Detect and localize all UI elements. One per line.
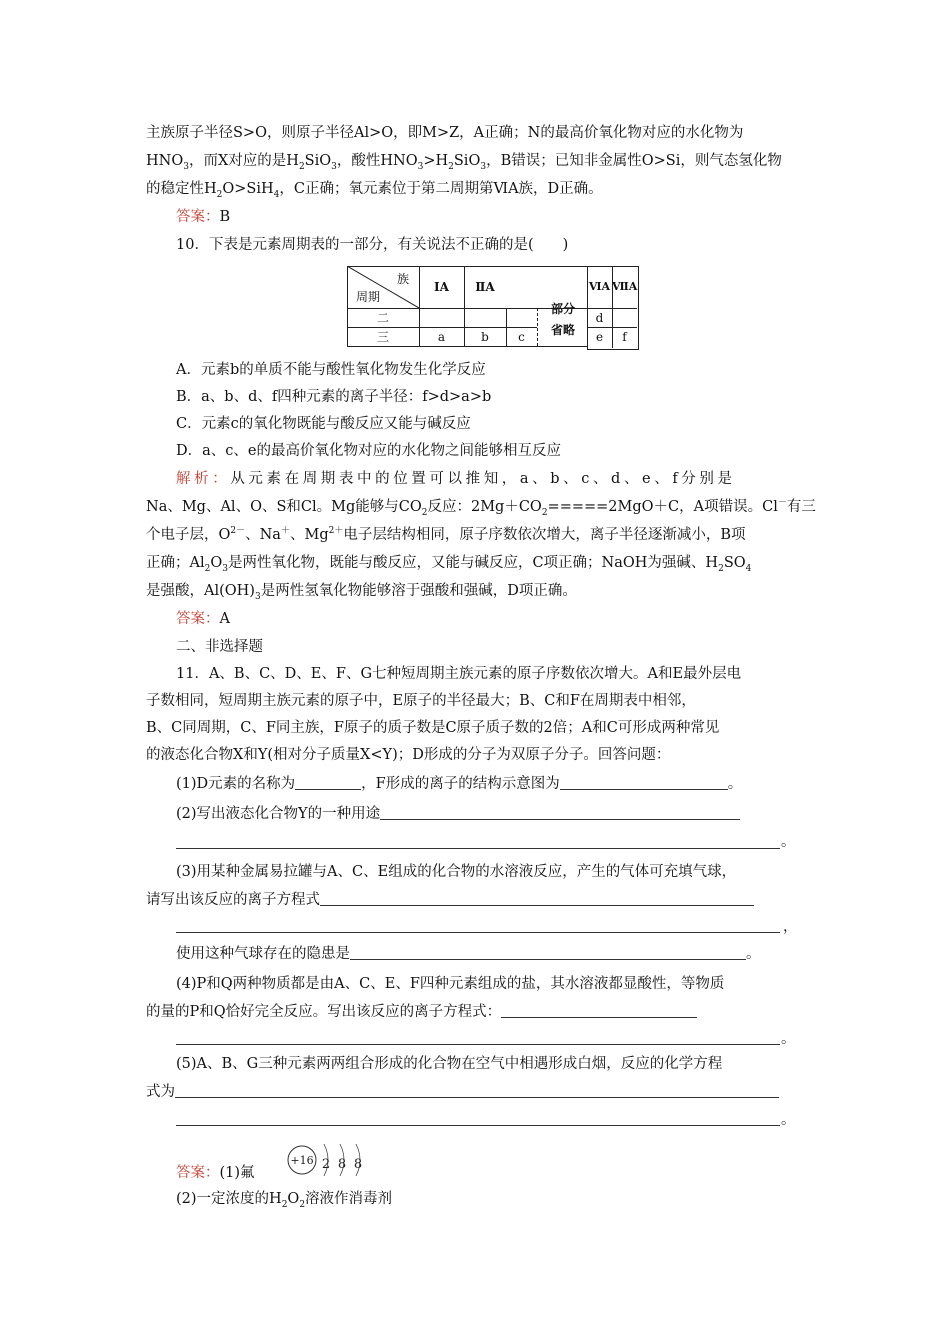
- q10-option-d: D．a、c、e的最高价氧化物对应的水化物之间能够相互反应: [176, 443, 561, 459]
- answer-line[interactable]: [176, 848, 780, 849]
- group-1a-header: ⅠA: [434, 280, 449, 294]
- cell-a: a: [437, 330, 446, 344]
- answer-blank[interactable]: [560, 775, 728, 790]
- q11-part-4a: (4)P和Q两种物质都是由A、C、E、F四种元素组成的盐，其水溶液都显酸性，等物质: [176, 976, 725, 992]
- q11-part-4b: 的量的P和Q恰好完全反应。写出该反应的离子方程式：: [146, 1002, 806, 1022]
- q11-part-5b: 式为: [146, 1082, 806, 1102]
- q11-part-2-end: 。: [781, 834, 796, 850]
- q10-stem: 10．下表是元素周期表的一部分，有关说法不正确的是( ): [176, 237, 569, 253]
- q11-stem-4: 的液态化合物X和Y(相对分子质量X<Y)；D形成的分子为双原子分子。回答问题：: [146, 747, 671, 763]
- cell-b: b: [481, 330, 489, 344]
- q11-part-1: (1)D元素的名称为 ，F形成的离子的结构示意图为 。: [176, 776, 743, 792]
- shell-3-electrons: 8: [353, 1157, 363, 1172]
- group-2a-header: ⅡA: [475, 280, 495, 294]
- q11-part-4-end: 。: [781, 1031, 796, 1047]
- corner-bottom-label: 周期: [355, 290, 380, 304]
- q11-part-3c: 使用这种气球存在的隐患是 。: [176, 946, 761, 962]
- group-7a-header: ⅦA: [612, 280, 638, 293]
- q10-explanation-5: 是强酸，$Al(OH)_3$是两性氢氧化物能够溶于强酸和强碱，D项正确。: [146, 583, 577, 602]
- q11-answer-1: 答案：(1)氟: [176, 1165, 255, 1181]
- answer-blank[interactable]: [295, 775, 361, 790]
- q11-stem-2: 子数相同，短周期主族元素的原子中，E原子的半径最大；B、C和F在周期表中相邻，: [146, 693, 696, 709]
- answer-line[interactable]: [176, 1125, 780, 1126]
- q10-option-b: B．a、b、d、f四种元素的离子半径：f>d>a>b: [176, 389, 492, 405]
- shell-2-electrons: 8: [337, 1157, 347, 1172]
- period-2-label: 二: [376, 311, 389, 325]
- q11-part-3a: (3)用某种金属易拉罐与A、C、E组成的化合物的水溶液反应，产生的气体可充填气球，: [176, 864, 737, 880]
- q11-part-5-end: 。: [781, 1112, 796, 1128]
- section-heading: 二、非选择题: [176, 639, 263, 655]
- q11-part-2: (2)写出液态化合物Y的一种用途: [176, 804, 836, 824]
- corner-top-label: 族: [396, 272, 409, 286]
- cell-f: f: [622, 330, 627, 344]
- cell-d: d: [595, 311, 604, 325]
- answer-blank[interactable]: [501, 1003, 697, 1018]
- answer-line[interactable]: [176, 1044, 780, 1045]
- q9-line-2: $HNO_3$，而X对应的是$H_2SiO_3$，酸性$HNO_3>H_2SiO_3$，B错误；已知非金属性O>Si，则气态氢化物: [146, 153, 782, 172]
- q9-line-1: 主族原子半径S>O，则原子半径Al>O，即M>Z，A正确；N的最高价氧化物对应的水化物为: [146, 125, 744, 141]
- q10-option-c: C．元素c的氧化物既能与酸反应又能与碱反应: [176, 416, 471, 432]
- q11-stem-3: B、C同周期，C、F同主族，F原子的质子数是C原子质子数的2倍；A和C可形成两种常见: [146, 720, 720, 736]
- answer-blank[interactable]: [350, 945, 746, 960]
- period-3-label: 三: [376, 330, 389, 344]
- answer-blank[interactable]: [320, 891, 754, 906]
- q11-answer-2: (2)一定浓度的$H_2O_2$溶液作消毒剂: [176, 1191, 393, 1210]
- q9-line-3: 的稳定性$H_2O>SiH_4$，C正确；氧元素位于第二周期第ⅥA族，D正确。: [146, 181, 603, 200]
- q11-part-5a: (5)A、B、G三种元素两两组合形成的化合物在空气中相遇形成白烟，反应的化学方程: [176, 1056, 723, 1072]
- q9-answer: 答案：B: [176, 209, 231, 225]
- omitted-part-label: 部分: [550, 302, 575, 316]
- q11-part-3-comma: ，: [783, 919, 798, 935]
- cell-c: c: [518, 330, 525, 344]
- q10-explanation-3: 个电子层，$O^{2-}$、Na＋、$Mg^{2+}$电子层结构相同，原子序数依次增大，离子半径逐渐减小，B项: [146, 526, 746, 543]
- q10-explanation-2: Na、Mg、Al、O、S和Cl。Mg能够与$CO_2$反应：$2Mg+CO_2=====2MgO+C$，A项错误。Cl－有三: [146, 498, 816, 518]
- answer-blank[interactable]: [175, 1083, 779, 1098]
- answer-blank[interactable]: [380, 805, 740, 820]
- periodic-table-fragment: [347, 266, 637, 348]
- q10-explanation-1: 解析：从元素在周期表中的位置可以推知，a、b、c、d、e、f分别是: [176, 471, 736, 487]
- q10-answer: 答案：A: [176, 611, 230, 627]
- q11-stem-1: 11．A、B、C、D、E、F、G七种短周期主族元素的原子序数依次增大。A和E最外层电: [176, 666, 742, 682]
- cell-e: e: [595, 330, 604, 344]
- nucleus-charge: +16: [290, 1154, 314, 1167]
- q11-part-3b: 请写出该反应的离子方程式: [146, 890, 806, 910]
- omitted-part-label-2: 省略: [550, 323, 575, 337]
- q10-explanation-4: 正确；$Al_2O_3$是两性氧化物，既能与酸反应，又能与碱反应，C项正确；NaOH为强碱、$H_2SO_4$: [146, 555, 752, 574]
- group-6a-header: ⅥA: [588, 280, 611, 293]
- sulfide-ion-structure-diagram: [286, 1138, 376, 1182]
- q10-option-a: A．元素b的单质不能与酸性氧化物发生化学反应: [176, 362, 486, 378]
- answer-line[interactable]: [176, 932, 780, 933]
- shell-1-electrons: 2: [321, 1157, 331, 1172]
